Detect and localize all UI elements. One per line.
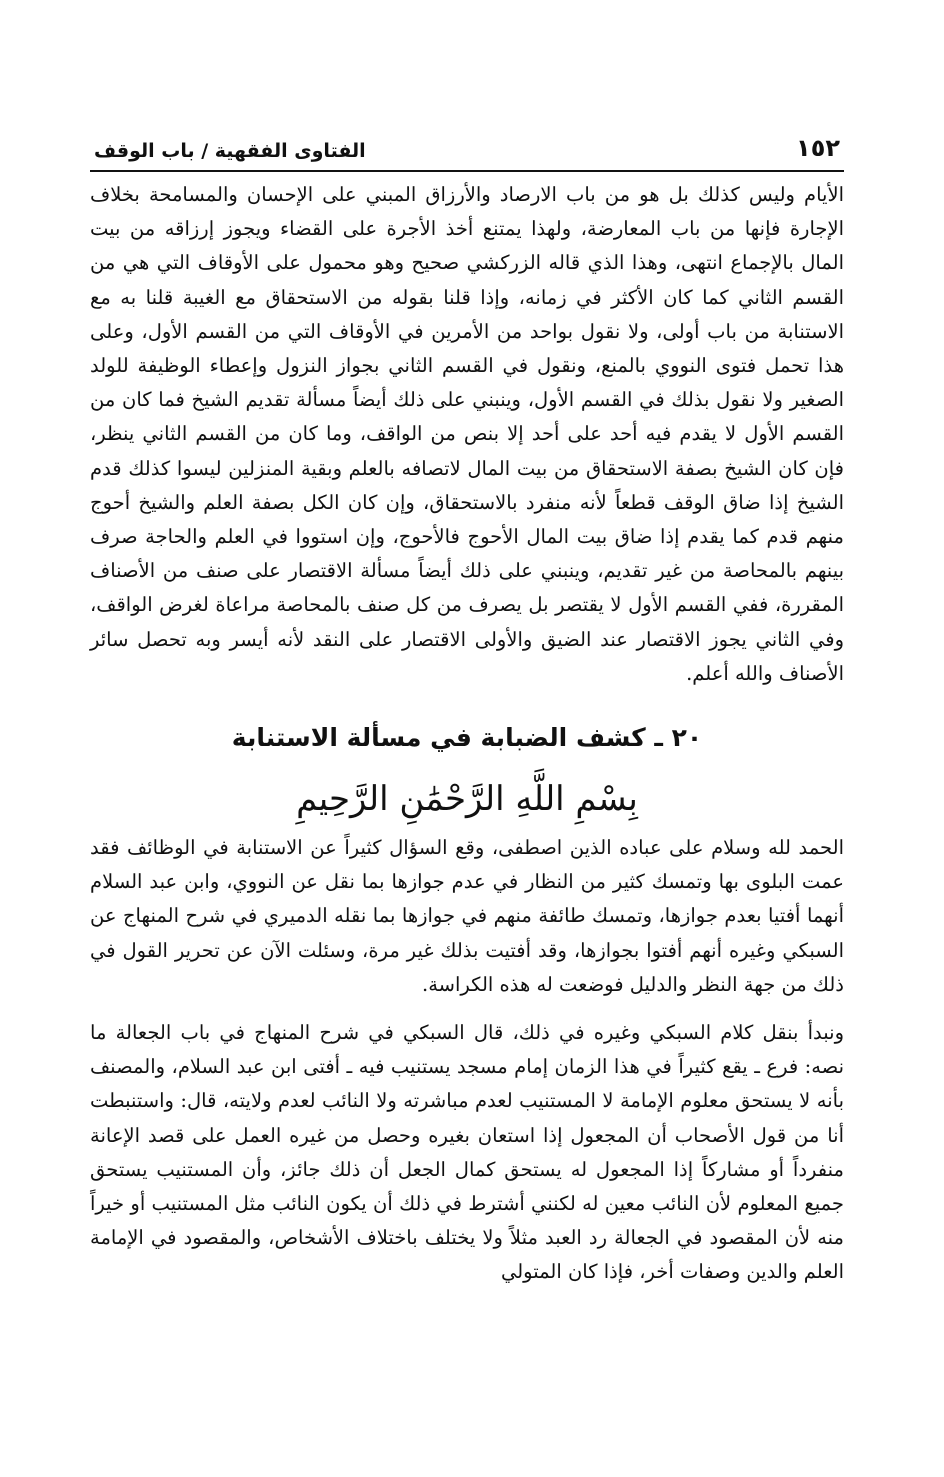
page-number: ١٥٢ [796,134,840,162]
chapter-title: ٢٠ ـ كشف الضبابة في مسألة الاستنابة [231,723,703,753]
book-page [90,128,844,1290]
running-title: الفتاوى الفقهية / باب الوقف [94,140,366,162]
chapter-paragraph: الحمد لله وسلام على عباده الذين اصطفى، وقع السؤال كثيراً عن الاستنابة في الوظائف فقد عمت البلوى بها وتمسك كثير من النظار في عدم جوازها بما نقل عن النووي، وابن عبد السلام أنهما أفتيا بعدم جوازها، وتمسك طائفة منهم في جوازها بما نقله الدميري في شرح المنهاج عن السبكي وغيره أنهم أفتوا بجوازها، وقد أفتيت بذلك غير مرة، وسئلت الآن عن تحرير القول في ذلك من جهة النظر والدليل فوضعت له هذه الكراسة. [90,836,844,996]
intro-paragraph: الأيام وليس كذلك بل هو من باب الارصاد والأرزاق المبني على الإحسان والمسامحة بخلاف الإجارة فإنها من باب المعارضة، ولهذا يمتنع أخذ الأجرة على القضاء ويجوز إرزاقه من بيت المال بالإجماع انتهى، وهذا الذي قاله الزركشي صحيح وهو محمول على الأوقاف التي هي من القسم الثاني كما كان الأكثر في زمانه، وإذا قلنا بقوله من الاستحقاق مع الغيبة قلنا به مع الاستنابة من باب أولى، ولا نقول بواحد من الأمرين في الأوقاف التي من القسم الأول، وعلى هذا تحمل فتوى النووي بالمنع، ونقول في القسم الثاني بجواز النزول وإعطاء الوظيفة للولد الصغير ولا نقول بذلك في القسم الأول، وينبني على ذلك أيضاً مسألة تقديم الشيخ فما كان من القسم الأول لا يقدم فيه أحد على أحد إلا بنص من الواقف، وما كان من القسم الثاني ينظر، فإن كان الشيخ بصفة الاستحقاق من بيت المال لاتصافه بالعلم وبقية المنزلين ليسوا كذلك قدم الشيخ إذا ضاق الوقف قطعاً لأنه منفرد بالاستحقاق، وإن كان الكل بصفة العلم والشيخ أحوج منهم قدم كما يقدم إذا ضاق بيت المال الأحوج فالأحوج، وإن استووا في العلم والحاجة صرف بينهم بالمحاصة من غير تقديم، وينبني على ذلك أيضاً مسألة الاقتصار على صنف من الأصناف المقررة، ففي القسم الأول لا يقتصر بل يصرف من كل صنف بالمحاصة مراعاة لغرض الواقف، وفي الثاني يجوز الاقتصار عند الضيق والأولى الاقتصار على النقد لأنه أيسر وبه تحصل سائر الأصناف والله أعلم. [90,183,845,685]
chapter-paragraph: ونبدأ بنقل كلام السبكي وغيره في ذلك، قال السبكي في شرح المنهاج في باب الجعالة ما نصه: فرع ـ يقع كثيراً في هذا الزمان إمام مسجد يستنيب فيه ـ أفتى ابن عبد السلام، والمصنف بأنه لا يستحق معلوم الإمامة لا المستنيب لعدم مباشرته ولا النائب لعدم ولايته، قال: واستنبطت أنا من قول الأصحاب أن المجعول إذا استعان بغيره وحصل من غيره العمل على قصد الإعانة منفرداً أو مشاركاً إذا المجعول له يستحق كمال الجعل أن ذلك جائز، وأن المستنيب يستحق جميع المعلوم لأن النائب معين له لكنني أشترط في ذلك أن يكون النائب مثل المستنيب أو خيراً منه لأن المقصود في الجعالة رد العبد مثلاً ولا يختلف باختلاف الأشخاص، والمقصود في الإمامة العلم والدين وصفات أخر، فإذا كان المتولي [90,1021,844,1284]
basmala-calligraphy: بِسْمِ اللَّهِ الرَّحْمَٰنِ الرَّحِيمِ [296,779,638,820]
running-header [90,128,844,172]
